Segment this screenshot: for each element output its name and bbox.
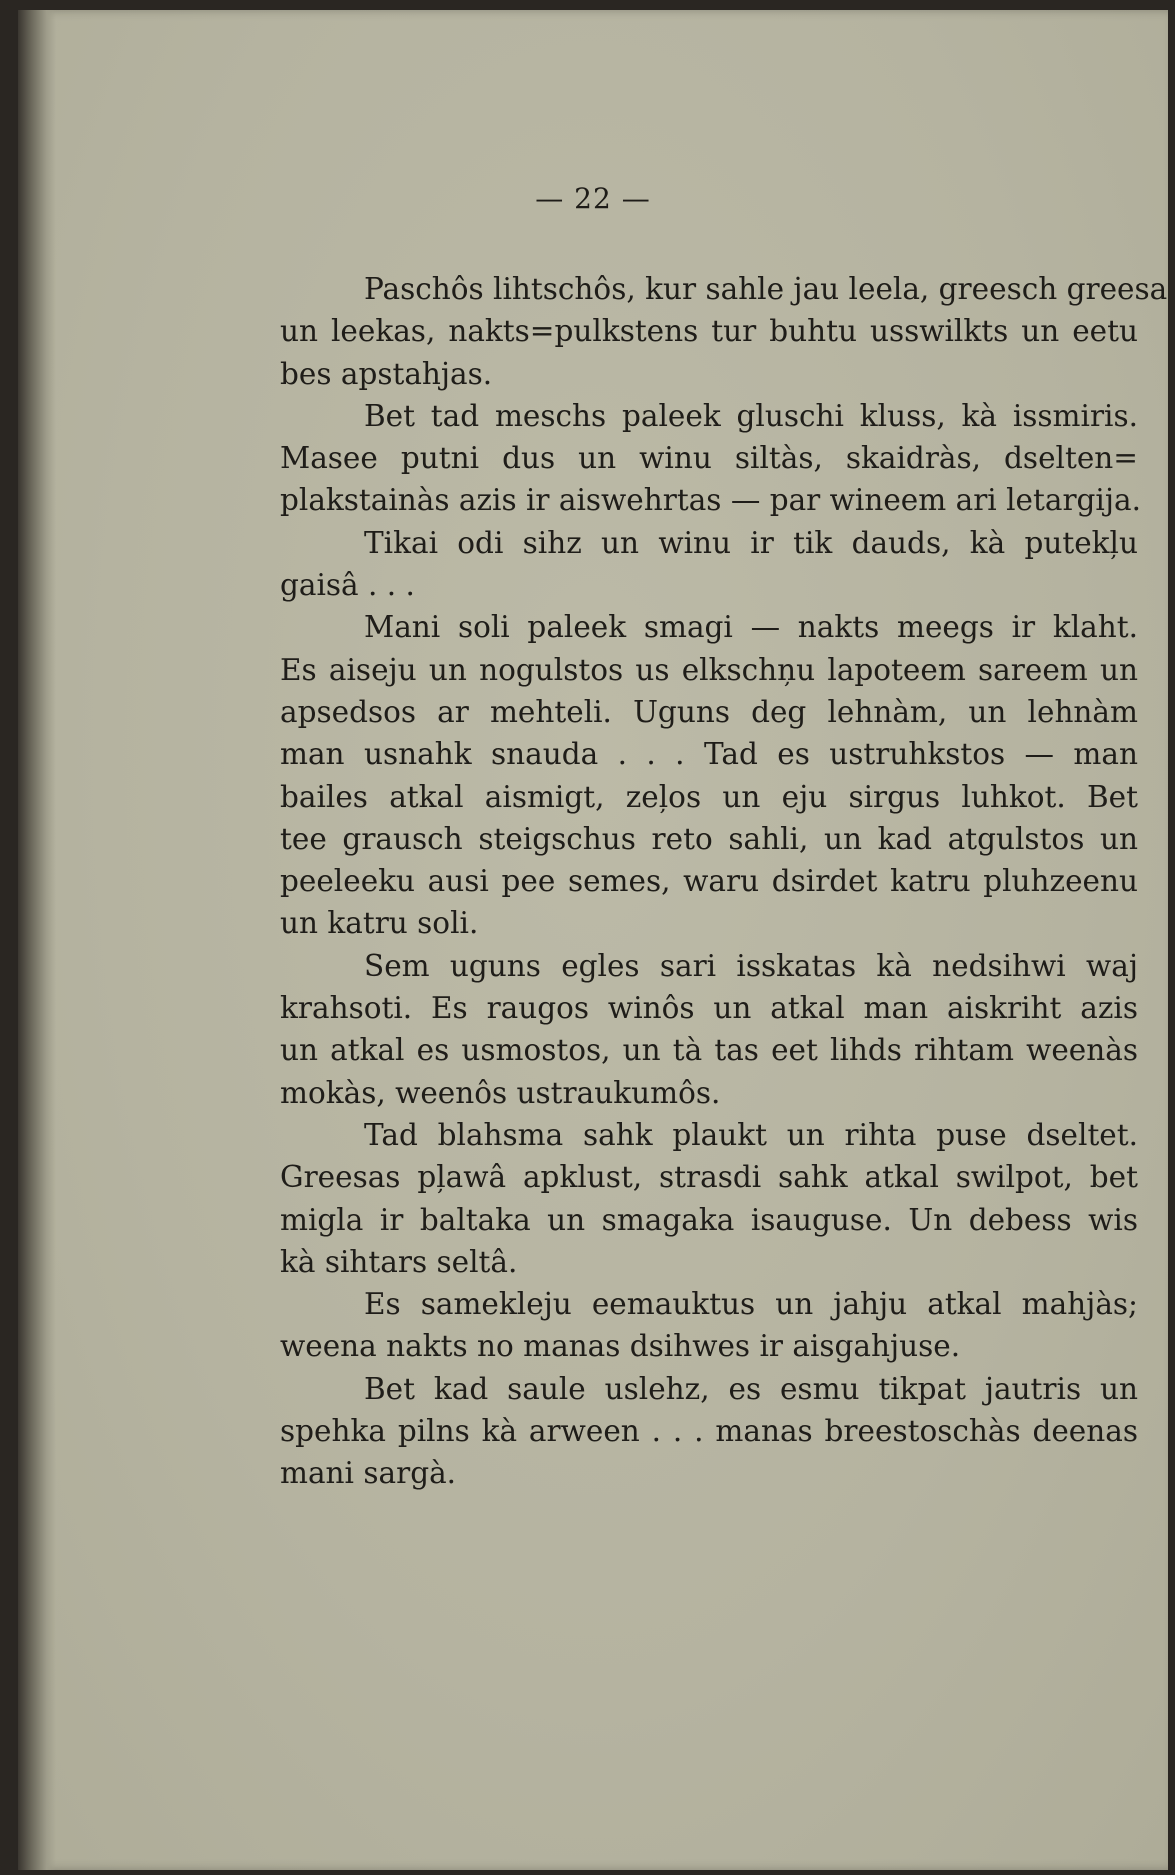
- text-line: Masee putni dus un winu siltàs, skaidràs, dselten=: [280, 441, 1138, 476]
- text-line: kà sihtars seltâ.: [280, 1244, 518, 1279]
- text-line: Bet tad meschs paleek gluschi kluss, kà issmiris.: [364, 398, 1138, 433]
- paragraph: [280, 1368, 1138, 1495]
- paragraph: [280, 945, 1138, 1114]
- text-line: peeleeku ausi pee semes, waru dsirdet katru pluhzeenu: [280, 864, 1138, 899]
- paragraph: [280, 395, 1141, 522]
- paragraph: [280, 606, 1138, 944]
- text-line: mokàs, weenôs ustraukumôs.: [280, 1075, 721, 1110]
- text-line: Paschôs lihtschôs, kur sahle jau leela, greesch greesa: [364, 272, 1168, 306]
- page-number: — 22 —: [535, 182, 651, 215]
- text-line: gaisâ . . .: [280, 568, 415, 603]
- text-line: spehka pilns kà arween . . . manas breestoschàs deenas: [280, 1414, 1138, 1449]
- text-line: Sem uguns egles sari isskatas kà nedsihwi waj: [364, 948, 1138, 983]
- text-line: weena nakts no manas dsihwes ir aisgahjuse.: [280, 1329, 961, 1364]
- text-line: krahsoti. Es raugos winôs un atkal man aiskriht azis: [280, 991, 1138, 1026]
- text-line: apsedsos ar mehteli. Uguns deg lehnàm, un lehnàm: [280, 694, 1138, 729]
- paragraph: [280, 1283, 1138, 1368]
- text-line: plakstainàs azis ir aiswehrtas — par wineem ari letargija.: [280, 483, 1141, 518]
- text-line: un atkal es usmostos, un tà tas eet lihds rihtam weenàs: [280, 1033, 1138, 1068]
- text-line: un leekas, nakts=pulkstens tur buhtu usswilkts un eetu: [280, 314, 1138, 349]
- text-line: Mani soli paleek smagi — nakts meegs ir klaht.: [364, 610, 1138, 645]
- page-binding-edge: [18, 10, 56, 1870]
- text-line: Es samekleju eemauktus un jahju atkal mahjàs;: [364, 1287, 1138, 1322]
- text-line: mani sargà.: [280, 1456, 457, 1491]
- text-line: Tad blahsma sahk plaukt un rihta puse dseltet.: [364, 1117, 1138, 1152]
- text-line: Tikai odi sihz un winu ir tik dauds, kà putekļu: [364, 525, 1138, 560]
- text-line: bailes atkal aismigt, zeļos un eju sirgus luhkot. Bet: [280, 779, 1138, 814]
- paragraph: [280, 268, 1168, 395]
- text-line: migla ir baltaka un smagaka isauguse. Un debess wis: [280, 1202, 1138, 1237]
- text-line: man usnahk snauda . . . Tad es ustruhkstos — man: [280, 737, 1138, 772]
- paragraph: [280, 1114, 1138, 1283]
- text-line: tee grausch steigschus reto sahli, un kad atgulstos un: [280, 821, 1138, 856]
- text-line: Bet kad saule uslehz, es esmu tikpat jautris un: [364, 1371, 1138, 1406]
- text-line: Es aiseju un nogulstos us elkschņu lapoteem sareem un: [280, 652, 1138, 687]
- page-body-text: [280, 268, 1168, 1495]
- book-page: [18, 10, 1168, 1870]
- text-line: Greesas pļawâ apklust, strasdi sahk atkal swilpot, bet: [280, 1160, 1138, 1195]
- text-line: un katru soli.: [280, 906, 479, 941]
- text-line: bes apstahjas.: [280, 356, 493, 391]
- paragraph: [280, 522, 1138, 607]
